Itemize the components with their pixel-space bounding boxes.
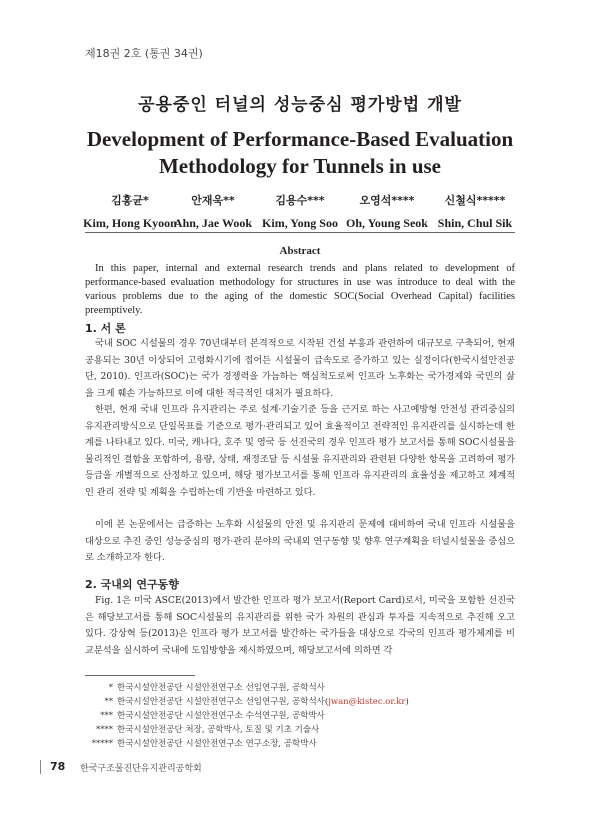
body-paragraph: 이에 본 논문에서는 급증하는 노후화 시설물의 안전 및 유지관리 문제에 대비하여 국내 인프라 시설물을 대상으로 추진 중인 성능중심의 평가·관리 분야의 국내외 연구동향 및 향후 연구계획을 터널시설물을 중심으로 소개하고자 한다. bbox=[85, 519, 515, 563]
footnote-text-end: ) bbox=[405, 697, 409, 707]
author-english-name: Shin, Chul Sik bbox=[437, 216, 513, 230]
author-korean-name: 김홍균* bbox=[111, 194, 149, 207]
body-paragraph: 한편, 현재 국내 인프라 유지관리는 주로 설계·기술기준 등을 근거로 하는 사고예방형 안전성 관리중심의 유지관리방식으로 단일목표를 기준으로 평가·관리되고 있어 효율적이고 전략적인 유지관리를 실시하는데 한계를 나타내고 있다. 미국, 캐나다, 호주 및 영국 등 선진국의 경우 인프라 평가 보고서를 통해 SOC시설물을 물리적인 결함을 포함하여, 용량, 상태, 재정조달 등 시설물 유지관리와 관련된 다양한 항목을 고려하여 평가등급을 개별적으로 산정하고 있으며, 해당 평가보고서를 통해 인프라 유지관리의 효율성을 제고하고 체계적인 관리 전략 및 계획을 수립하는데 기반을 마련하고 있다. bbox=[85, 404, 515, 498]
author-5 bbox=[420, 192, 530, 231]
author-korean-name: 김용수*** bbox=[275, 194, 325, 207]
author-korean-name: 안재욱** bbox=[191, 194, 235, 207]
divider bbox=[85, 232, 515, 233]
body-paragraph: 국내 SOC 시설물의 경우 70년대부터 본격적으로 시작된 건설 부흥과 관련하여 대규모로 구축되어, 현재 공용되는 30년 이상되어 고령화시기에 접어든 시설물이 급속도로 증가하고 있는 실정이다(한국시설안전공단, 2010). 인프라(SOC)는 국가 경쟁력을 가늠하는 핵심척도로써 인프라 노후화는 국가경제와 국민의 삶을 크게 훼손 가능하므로 이에 대한 적극적인 대처가 필요하다. bbox=[85, 338, 515, 399]
author-english-name: Oh, Young Seok bbox=[346, 216, 428, 230]
footnote-text: 한국시설안전공단 시설안전연구소 선임연구원, 공학석사( bbox=[117, 697, 329, 707]
footnote bbox=[85, 695, 409, 709]
footnote-text: 한국시설안전공단 처장, 공학박사, 토질 및 기초 기술사 bbox=[117, 725, 320, 735]
footer-bar bbox=[40, 760, 41, 774]
footnote-text: 한국시설안전공단 시설안전연구소 수석연구원, 공학박사 bbox=[117, 711, 325, 721]
journal-name: 한국구조물진단유지관리공학회 bbox=[80, 764, 202, 774]
footnote-mark: ***** bbox=[91, 739, 113, 749]
footnote-text: 한국시설안전공단 시설안전연구소 연구소장, 공학박사 bbox=[117, 739, 317, 749]
footnote bbox=[85, 723, 319, 737]
section-heading: 1. 서 론 bbox=[85, 322, 126, 335]
author-english-name: Kim, Yong Soo bbox=[262, 216, 338, 230]
author-korean-name: 오영석**** bbox=[359, 194, 415, 207]
abstract-heading: Abstract bbox=[279, 245, 321, 257]
issue-header: 제18권 2호 (통권 34권) bbox=[85, 47, 203, 60]
footnote bbox=[85, 709, 325, 723]
body-paragraph: Fig. 1은 미국 ASCE(2013)에서 발간한 인프라 평가 보고서(Report Card)로서, 미국을 포함한 선진국은 해당보고서를 통해 SOC시설물의 유지관리를 위한 국가 차원의 관심과 투자를 지속적으로 추진해 오고 있다. 강상혁 등(2013)은 인프라 평가 보고서를 발간하는 국가들을 대상으로 각국의 인프라 평가체계를 비교분석을 실시하여 국내에 도입방향을 제시하였으며, 해당보고서에 의하면 각 bbox=[85, 595, 515, 656]
footnote-divider bbox=[85, 675, 195, 676]
author-english-name: Ahn, Jae Wook bbox=[173, 216, 253, 230]
abstract-body: In this paper, internal and external research trends and plans related to development of performance-based evaluation methodology for structures in use was introduce to deal with the various problems due to the aging of the domestic SOC(Social Overhead Capital) facilities preemptively. bbox=[85, 263, 515, 316]
footnote-mark: **** bbox=[96, 725, 113, 735]
footnote-mark: ** bbox=[104, 697, 113, 707]
footnote bbox=[85, 737, 317, 751]
section-heading: 2. 국내외 연구동향 bbox=[85, 578, 179, 591]
title-english: Development of Performance-Based Evaluation Methodology for Tunnels in use bbox=[86, 127, 514, 178]
footnote-mark: *** bbox=[100, 711, 113, 721]
footnote bbox=[85, 681, 325, 695]
footnote-text: 한국시설안전공단 시설안전연구소 선임연구원, 공학석사 bbox=[117, 683, 325, 693]
title-korean: 공용중인 터널의 성능중심 평가방법 개발 bbox=[138, 95, 462, 115]
author-korean-name: 신철식***** bbox=[444, 194, 506, 207]
page-number: 78 bbox=[50, 760, 66, 773]
author-english-name: Kim, Hong Kyoon bbox=[83, 216, 177, 230]
author-email-link[interactable]: jwan@kistec.or.kr bbox=[328, 697, 406, 707]
footnote-mark: * bbox=[108, 683, 113, 693]
